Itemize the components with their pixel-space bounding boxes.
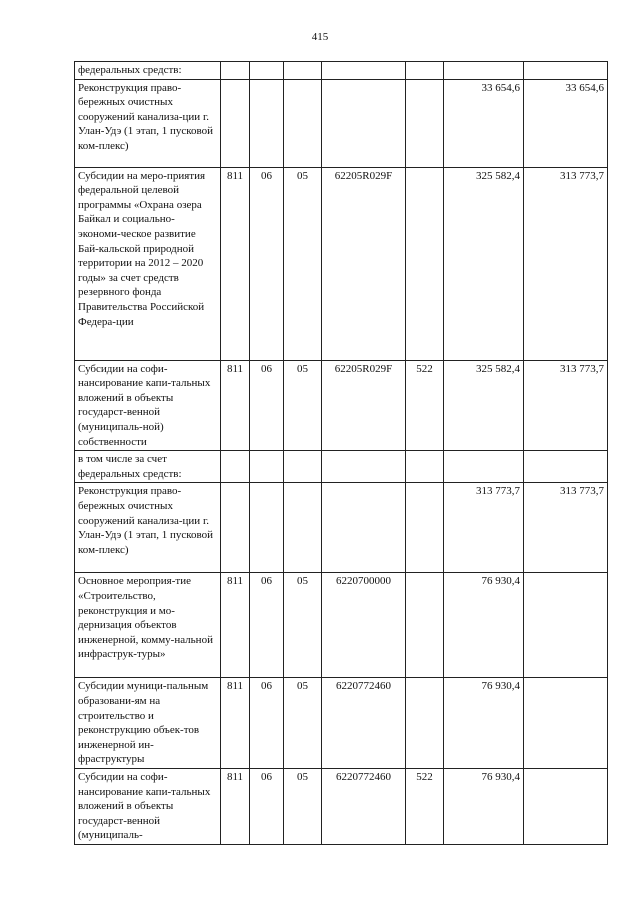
expense-type-cell — [406, 451, 444, 483]
page-number: 415 — [311, 31, 329, 43]
section-code-cell: 06 — [250, 573, 284, 678]
amount-1-cell: 313 773,7 — [444, 483, 524, 573]
amount-2-cell — [524, 678, 608, 769]
subsection-code-cell: 05 — [284, 768, 322, 844]
table-row — [75, 79, 608, 167]
expense-type-cell — [406, 79, 444, 167]
subsection-code-cell — [284, 79, 322, 167]
amount-2-cell — [524, 573, 608, 678]
table-row — [75, 768, 608, 844]
amount-2-cell: 313 773,7 — [524, 167, 608, 360]
amount-1-cell: 33 654,6 — [444, 79, 524, 167]
ministry-code-cell: 811 — [221, 678, 250, 769]
section-code-cell: 06 — [250, 768, 284, 844]
ministry-code-cell: 811 — [221, 167, 250, 360]
amount-2-cell: 33 654,6 — [524, 79, 608, 167]
expense-type-cell: 522 — [406, 768, 444, 844]
amount-2-cell — [524, 768, 608, 844]
amount-2-cell: 313 773,7 — [524, 360, 608, 451]
table-row — [75, 167, 608, 360]
expense-type-cell: 522 — [406, 360, 444, 451]
table-row — [75, 360, 608, 451]
amount-2-cell: 313 773,7 — [524, 483, 608, 573]
expense-type-cell — [406, 483, 444, 573]
expense-type-cell — [406, 62, 444, 80]
table-body — [75, 62, 608, 845]
ministry-code-cell: 811 — [221, 573, 250, 678]
amount-2-cell — [524, 451, 608, 483]
table-row — [75, 678, 608, 769]
target-article-cell: 6220772460 — [322, 678, 406, 769]
amount-1-cell — [444, 62, 524, 80]
section-code-cell — [250, 451, 284, 483]
expense-type-cell — [406, 573, 444, 678]
amount-1-cell: 76 930,4 — [444, 768, 524, 844]
subsection-code-cell: 05 — [284, 360, 322, 451]
expense-type-cell — [406, 678, 444, 769]
row-name-cell: в том числе за счет федеральных средств: — [75, 451, 221, 483]
section-code-cell — [250, 79, 284, 167]
row-name-cell: Субсидии на софи-нансирование капи-тальных вложений в объекты государст-венной (муниципаль- — [75, 768, 221, 844]
row-name-cell: Субсидии на софи-нансирование капи-тальных вложений в объекты государст-венной (муниципаль-ной) собственности — [75, 360, 221, 451]
target-article-cell: 6220772460 — [322, 768, 406, 844]
row-name-cell: Реконструкция право-бережных очистных сооружений канализа-ции г. Улан-Удэ (1 этап, 1 пусковой ком-плекс) — [75, 79, 221, 167]
section-code-cell: 06 — [250, 167, 284, 360]
table-row — [75, 451, 608, 483]
table-row — [75, 483, 608, 573]
ministry-code-cell — [221, 62, 250, 80]
subsection-code-cell — [284, 451, 322, 483]
subsection-code-cell — [284, 62, 322, 80]
row-name-cell: Субсидии муници-пальным образовани-ям на строительство и реконструкцию объек-тов инженерной ин-фраструктуры — [75, 678, 221, 769]
target-article-cell: 62205R029F — [322, 360, 406, 451]
section-code-cell: 06 — [250, 360, 284, 451]
ministry-code-cell: 811 — [221, 360, 250, 451]
subsection-code-cell — [284, 483, 322, 573]
amount-1-cell: 76 930,4 — [444, 678, 524, 769]
amount-1-cell: 325 582,4 — [444, 167, 524, 360]
section-code-cell — [250, 62, 284, 80]
target-article-cell — [322, 62, 406, 80]
row-name-cell: федеральных средств: — [75, 62, 221, 80]
subsection-code-cell: 05 — [284, 167, 322, 360]
target-article-cell — [322, 483, 406, 573]
table-row — [75, 573, 608, 678]
amount-1-cell — [444, 451, 524, 483]
budget-table — [74, 61, 608, 845]
row-name-cell: Реконструкция право-бережных очистных сооружений канализа-ции г. Улан-Удэ (1 этап, 1 пусковой ком-плекс) — [75, 483, 221, 573]
ministry-code-cell — [221, 483, 250, 573]
subsection-code-cell: 05 — [284, 678, 322, 769]
expense-type-cell — [406, 167, 444, 360]
ministry-code-cell — [221, 79, 250, 167]
ministry-code-cell — [221, 451, 250, 483]
subsection-code-cell: 05 — [284, 573, 322, 678]
row-name-cell: Субсидии на меро-приятия федеральной целевой программы «Охрана озера Байкал и социально-экономи-ческое развитие Бай-кальской природной территории на 2012 – 2020 годы» за счет средств резервного фонда Правительства Российской Федера-ции — [75, 167, 221, 360]
target-article-cell: 6220700000 — [322, 573, 406, 678]
row-name-cell: Основное мероприя-тие «Строительство, реконструкция и мо-дернизация объектов инженерной, комму-нальной инфраструк-туры» — [75, 573, 221, 678]
section-code-cell — [250, 483, 284, 573]
table-row — [75, 62, 608, 80]
amount-1-cell: 76 930,4 — [444, 573, 524, 678]
section-code-cell: 06 — [250, 678, 284, 769]
target-article-cell — [322, 451, 406, 483]
target-article-cell: 62205R029F — [322, 167, 406, 360]
target-article-cell — [322, 79, 406, 167]
ministry-code-cell: 811 — [221, 768, 250, 844]
amount-2-cell — [524, 62, 608, 80]
amount-1-cell: 325 582,4 — [444, 360, 524, 451]
